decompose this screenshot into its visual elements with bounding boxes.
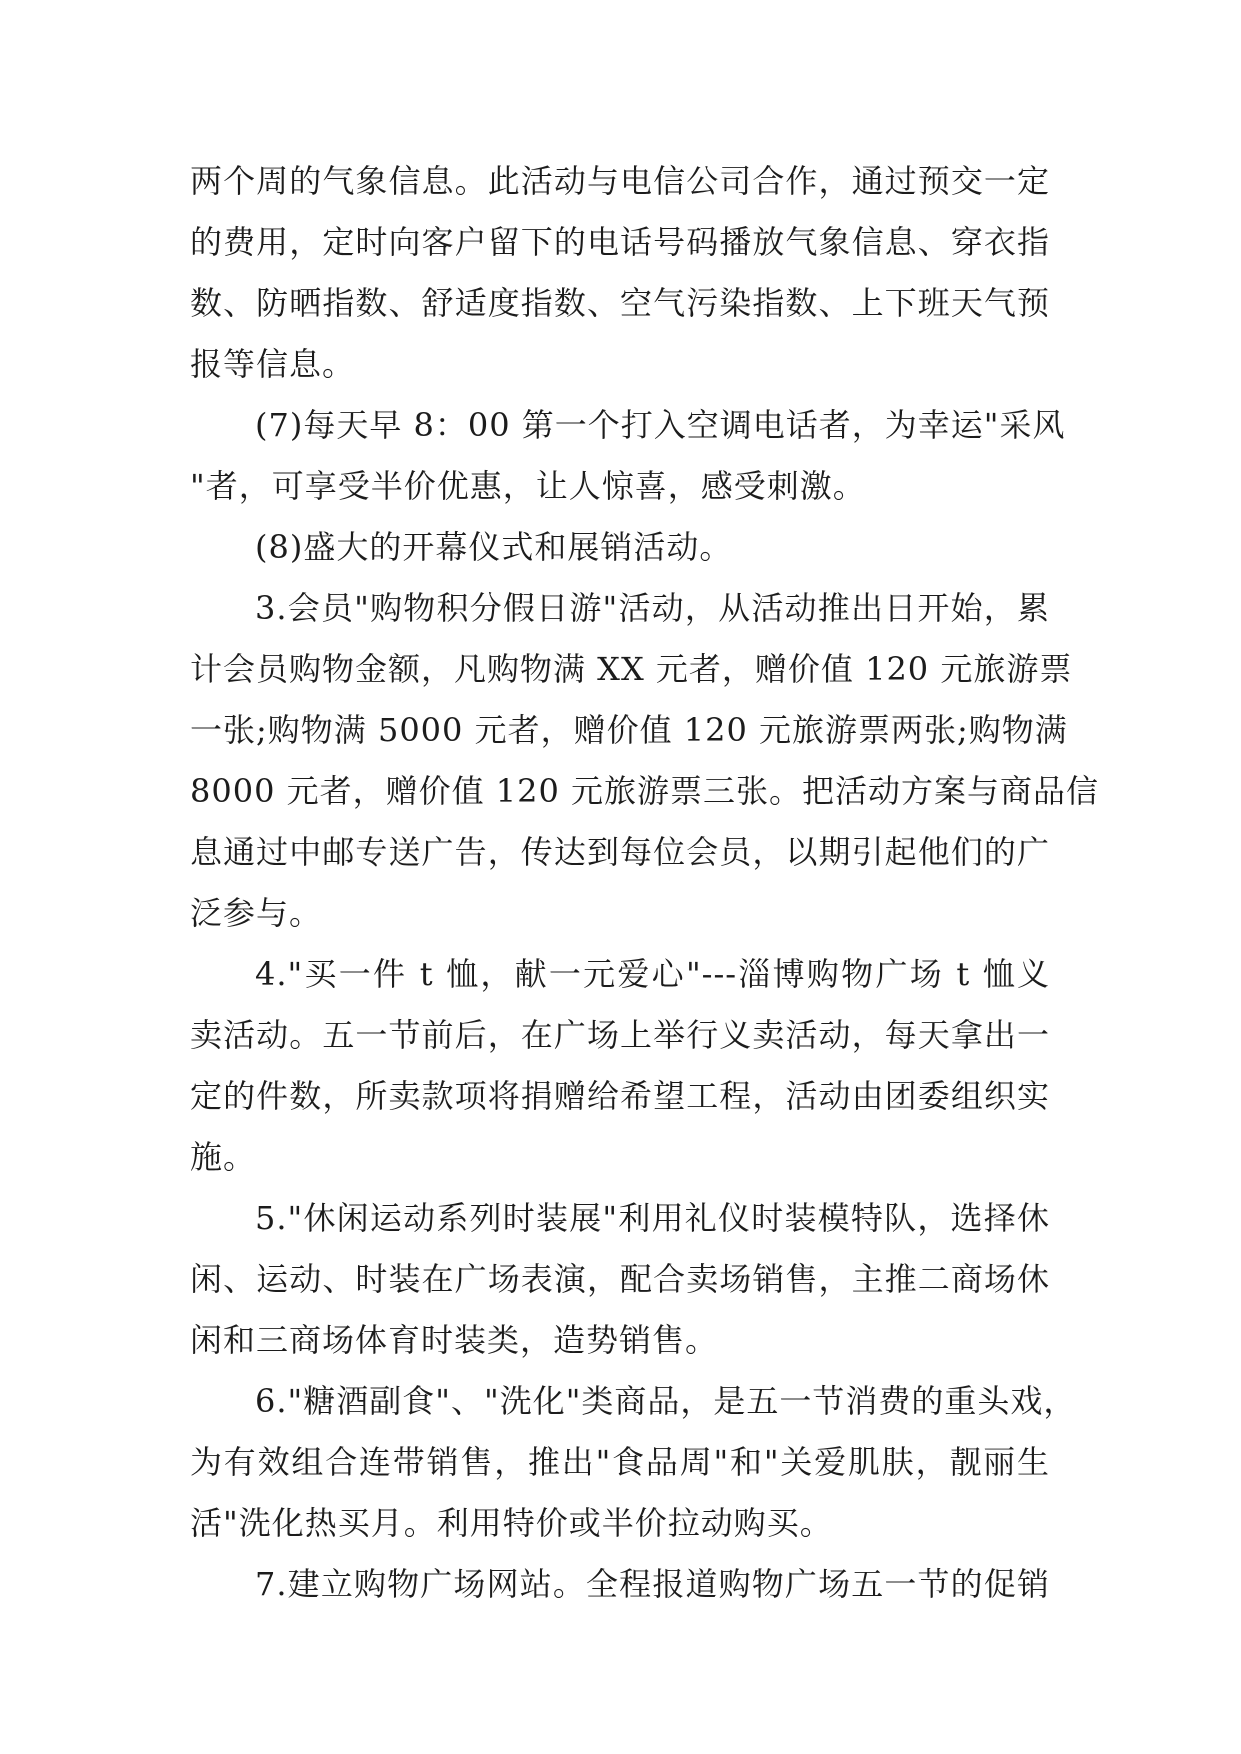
- text-line: 7.建立购物广场网站。全程报道购物广场五一节的促销: [255, 1565, 1050, 1603]
- text-line: 闲和三商场体育时装类，造势销售。: [190, 1321, 719, 1359]
- text-line: 计会员购物金额，凡购物满 XX 元者，赠价值 120 元旅游票: [190, 650, 1073, 688]
- text-line: "者，可享受半价优惠，让人惊喜，感受刺激。: [190, 467, 866, 505]
- text-line: 息通过中邮专送广告，传达到每位会员，以期引起他们的广: [190, 833, 1050, 871]
- text-line: 活"洗化热买月。利用特价或半价拉动购买。: [190, 1504, 833, 1542]
- text-line: 数、防晒指数、舒适度指数、空气污染指数、上下班天气预: [190, 284, 1050, 322]
- text-line: 定的件数，所卖款项将捐赠给希望工程，活动由团委组织实: [190, 1077, 1050, 1115]
- text-line: 5."休闲运动系列时装展"利用礼仪时装模特队，选择休: [255, 1199, 1050, 1237]
- text-line: (8)盛大的开幕仪式和展销活动。: [255, 528, 733, 566]
- text-line: 报等信息。: [190, 345, 356, 383]
- text-line: 卖活动。五一节前后，在广场上举行义卖活动，每天拿出一: [190, 1016, 1050, 1054]
- text-line: 一张;购物满 5000 元者，赠价值 120 元旅游票两张;购物满: [190, 711, 1068, 749]
- text-line: 施。: [190, 1138, 257, 1176]
- text-line: 泛参与。: [190, 894, 323, 932]
- text-line: (7)每天早 8：00 第一个打入空调电话者，为幸运"采风: [255, 406, 1066, 444]
- text-line: 4."买一件 t 恤，献一元爱心"---淄博购物广场 t 恤义: [255, 955, 1050, 993]
- text-line: 为有效组合连带销售，推出"食品周"和"关爱肌肤，靓丽生: [190, 1443, 1050, 1481]
- text-line: 闲、运动、时装在广场表演，配合卖场销售，主推二商场休: [190, 1260, 1050, 1298]
- text-line: 的费用，定时向客户留下的电话号码播放气象信息、穿衣指: [190, 223, 1050, 261]
- text-line: 6."糖酒副食"、"洗化"类商品，是五一节消费的重头戏，: [255, 1382, 1077, 1420]
- text-line: 8000 元者，赠价值 120 元旅游票三张。把活动方案与商品信: [190, 772, 1100, 810]
- text-line: 两个周的气象信息。此活动与电信公司合作，通过预交一定: [190, 162, 1050, 200]
- text-line: 3.会员"购物积分假日游"活动，从活动推出日开始，累: [255, 589, 1050, 627]
